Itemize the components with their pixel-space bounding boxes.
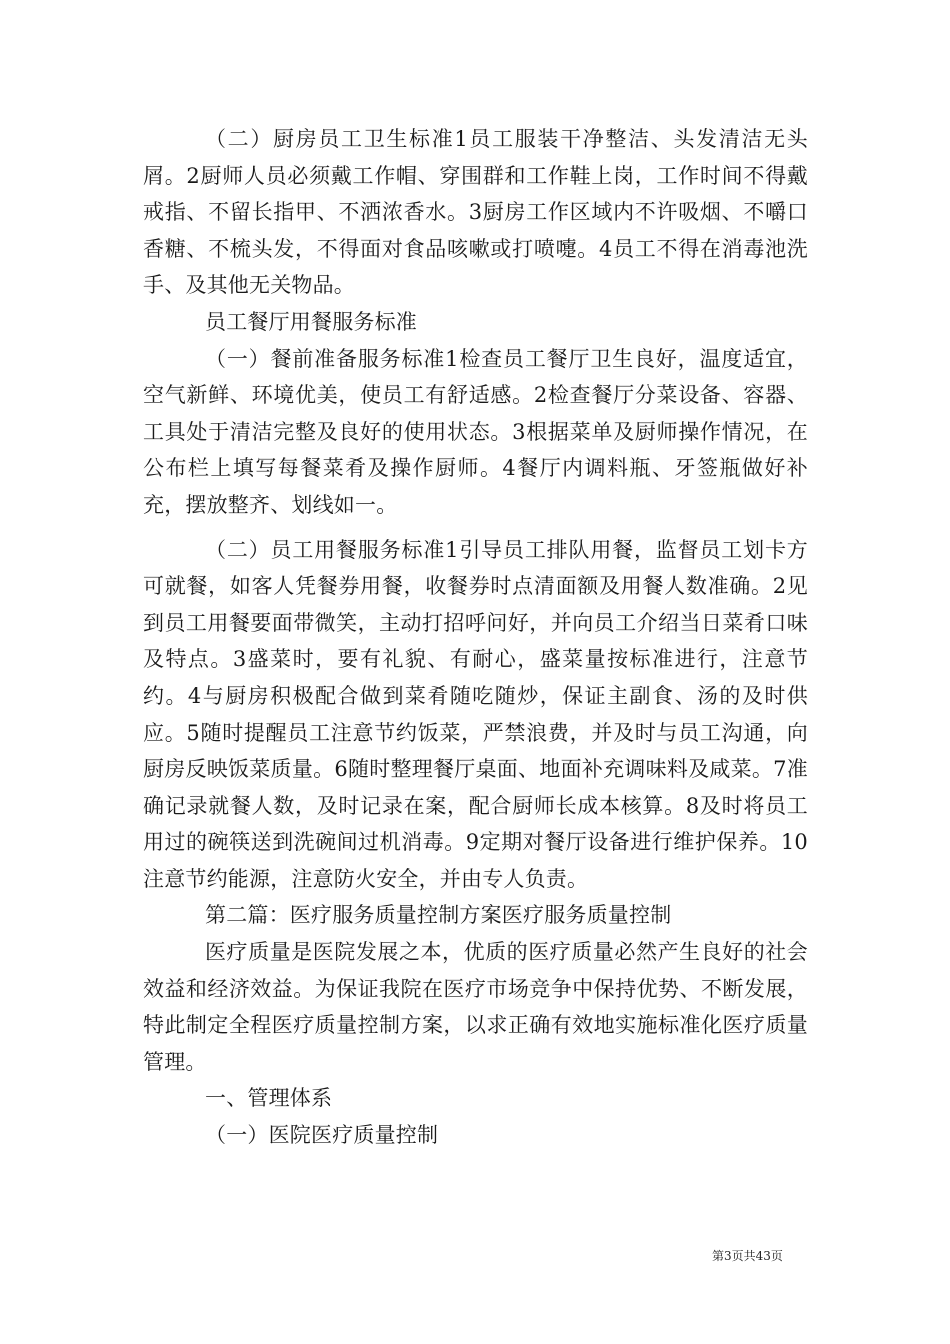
- paragraph-kitchen-hygiene: （二）厨房员工卫生标准1员工服装干净整洁、头发清洁无头屑。2厨师人员必须戴工作帽、穿围群和工作鞋上岗，工作时间不得戴戒指、不留长指甲、不洒浓香水。3厨房工作区域内不许吸烟、不嚼口香糖、不梳头发，不得面对食品咳嗽或打喷嚏。4员工不得在消毒池洗手、及其他无关物品。: [143, 127, 808, 298]
- paragraph-staff-meal-service: （二）员工用餐服务标准1引导员工排队用餐，监督员工划卡方可就餐，如客人凭餐券用餐，收餐券时点清面额及用餐人数准确。2见到员工用餐要面带微笑，主动打招呼问好，并向员工介绍当日菜肴口味及特点。3盛菜时，要有礼貌、有耐心，盛菜量按标准进行，注意节约。4与厨房积极配合做到菜肴随吃随炒，保证主副食、汤的及时供应。5随时提醒员工注意节约饭菜，严禁浪费，并及时与员工沟通，向厨房反映饭菜质量。6随时整理餐厅桌面、地面补充调味料及咸菜。7准确记录就餐人数，及时记录在案，配合厨师长成本核算。8及时将员工用过的碗筷送到洗碗间过机消毒。9定期对餐厅设备进行维护保养。10注意节约能源，注意防火安全，并由专人负责。: [143, 537, 808, 891]
- paragraph-pre-meal-preparation: （一）餐前准备服务标准1检查员工餐厅卫生良好，温度适宜，空气新鲜、环境优美，使员工有舒适感。2检查餐厅分菜设备、容器、工具处于清洁完整及良好的使用状态。3根据菜单及厨师操作情况，在公布栏上填写每餐菜肴及操作厨师。4餐厅内调料瓶、牙签瓶做好补充，摆放整齐、划线如一。: [143, 346, 808, 517]
- paragraph-medical-quality-intro: 医疗质量是医院发展之本，优质的医疗质量必然产生良好的社会效益和经济效益。为保证我院在医疗市场竞争中保持优势、不断发展，特此制定全程医疗质量控制方案，以求正确有效地实施标准化医疗质量管理。: [143, 940, 808, 1074]
- heading-management-system: 一、管理体系: [205, 1086, 333, 1111]
- heading-hospital-quality-control: （一）医院医疗质量控制: [205, 1123, 439, 1148]
- document-body: [143, 121, 808, 1154]
- heading-chapter-two: 第二篇：医疗服务质量控制方案医疗服务质量控制: [205, 903, 672, 928]
- page-number-footer: 第3页共43页: [712, 1249, 783, 1263]
- heading-staff-canteen-service: 员工餐厅用餐服务标准: [205, 309, 417, 334]
